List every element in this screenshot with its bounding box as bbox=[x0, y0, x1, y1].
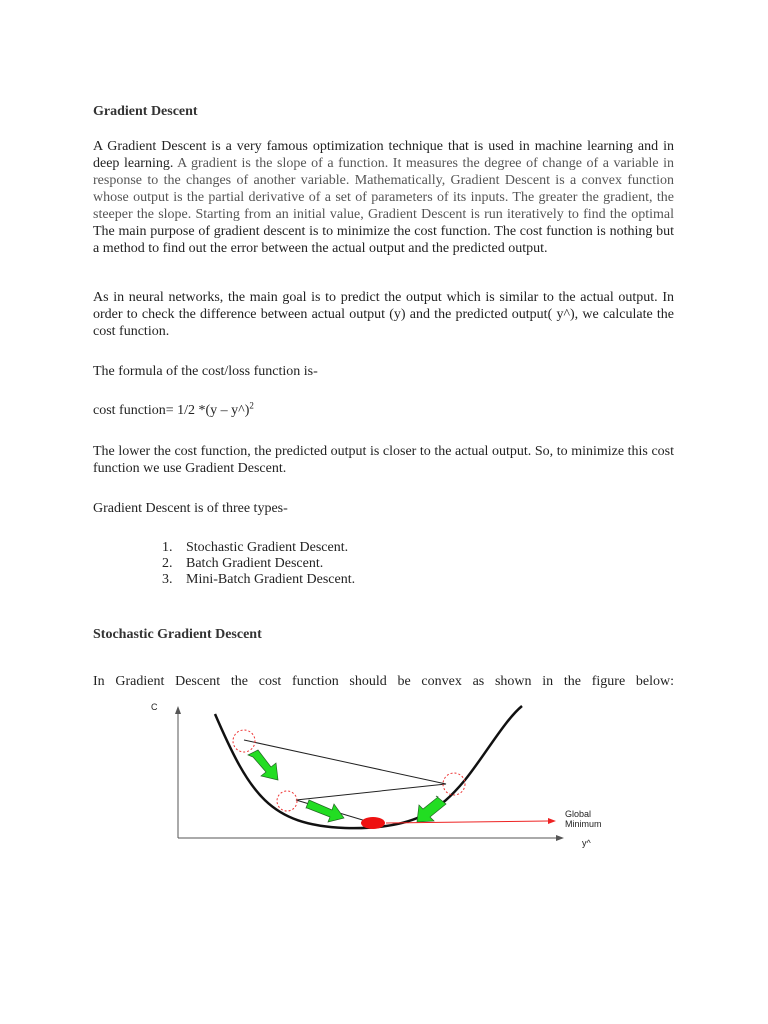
y-axis-label: C bbox=[151, 702, 158, 712]
position-marker-1 bbox=[233, 730, 255, 752]
paragraph-neural-networks: As in neural networks, the main goal is to predict the output which is similar to the actual output. In order to check the difference between actual output (y) and the predicted output( y^), we calculate the cost function. bbox=[93, 290, 674, 339]
list-item-label: Mini-Batch Gradient Descent. bbox=[186, 572, 356, 587]
green-arrow-icon bbox=[306, 800, 344, 822]
x-axis-arrowhead bbox=[556, 835, 564, 841]
list-item bbox=[162, 540, 355, 556]
list-item-number: 3. bbox=[162, 572, 173, 587]
minimum-pointer-arrowhead bbox=[548, 818, 556, 824]
list-item-number: 1. bbox=[162, 540, 173, 555]
list-item-label: Batch Gradient Descent. bbox=[186, 556, 324, 571]
heading-gradient-descent: Gradient Descent bbox=[93, 104, 198, 119]
green-arrow-icon bbox=[248, 750, 278, 780]
heading-stochastic-gradient-descent: Stochastic Gradient Descent bbox=[93, 627, 262, 642]
y-axis-arrowhead bbox=[175, 706, 181, 714]
paragraph-lower-cost: The lower the cost function, the predicted output is closer to the actual output. So, to minimize this cost function we use Gradient Descent. bbox=[93, 444, 674, 476]
x-axis-label: y^ bbox=[582, 838, 591, 848]
descent-path bbox=[244, 740, 446, 824]
position-marker-3 bbox=[277, 791, 297, 811]
paragraph-intro bbox=[93, 138, 674, 257]
annotation-minimum: Minimum bbox=[565, 819, 602, 829]
paragraph-convex-intro: In Gradient Descent the cost function should be convex as shown in the figure below: bbox=[93, 674, 674, 689]
global-minimum-point bbox=[361, 817, 385, 829]
list-item bbox=[162, 572, 355, 588]
types-intro: Gradient Descent is of three types- bbox=[93, 501, 288, 516]
list-item bbox=[162, 556, 355, 572]
list-item-label: Stochastic Gradient Descent. bbox=[186, 540, 349, 555]
list-item-number: 2. bbox=[162, 556, 173, 571]
paragraph-intro-part2: A gradient is the slope of a function. It measures the degree of change of a variable in response to the changes of another variable. Mathematically, Gradient Descent is a convex function whose output is the partial derivative of a set of parameters of its inputs. The greater the gradient, the steeper the slope. Starting from an initial value, Gradient Descent is run iteratively to find the optimal bbox=[93, 156, 674, 222]
paragraph-intro-part1: A Gradient Descent is a very famous optimization technique that is used in machine learning and in deep learning. bbox=[93, 139, 674, 171]
types-list bbox=[162, 540, 355, 588]
convex-cost-figure bbox=[140, 700, 640, 860]
cost-formula-exponent: 2 bbox=[249, 400, 254, 411]
cost-formula bbox=[93, 402, 674, 419]
paragraph-intro-part3: The main purpose of gradient descent is to minimize the cost function. The cost function is nothing but a method to find out the error between the actual output and the predicted output. bbox=[93, 224, 674, 256]
annotation-global: Global bbox=[565, 809, 592, 819]
green-arrow-icon bbox=[417, 796, 446, 822]
formula-intro: The formula of the cost/loss function is- bbox=[93, 364, 318, 379]
cost-formula-text: cost function= 1/2 *(y – y^) bbox=[93, 403, 250, 418]
